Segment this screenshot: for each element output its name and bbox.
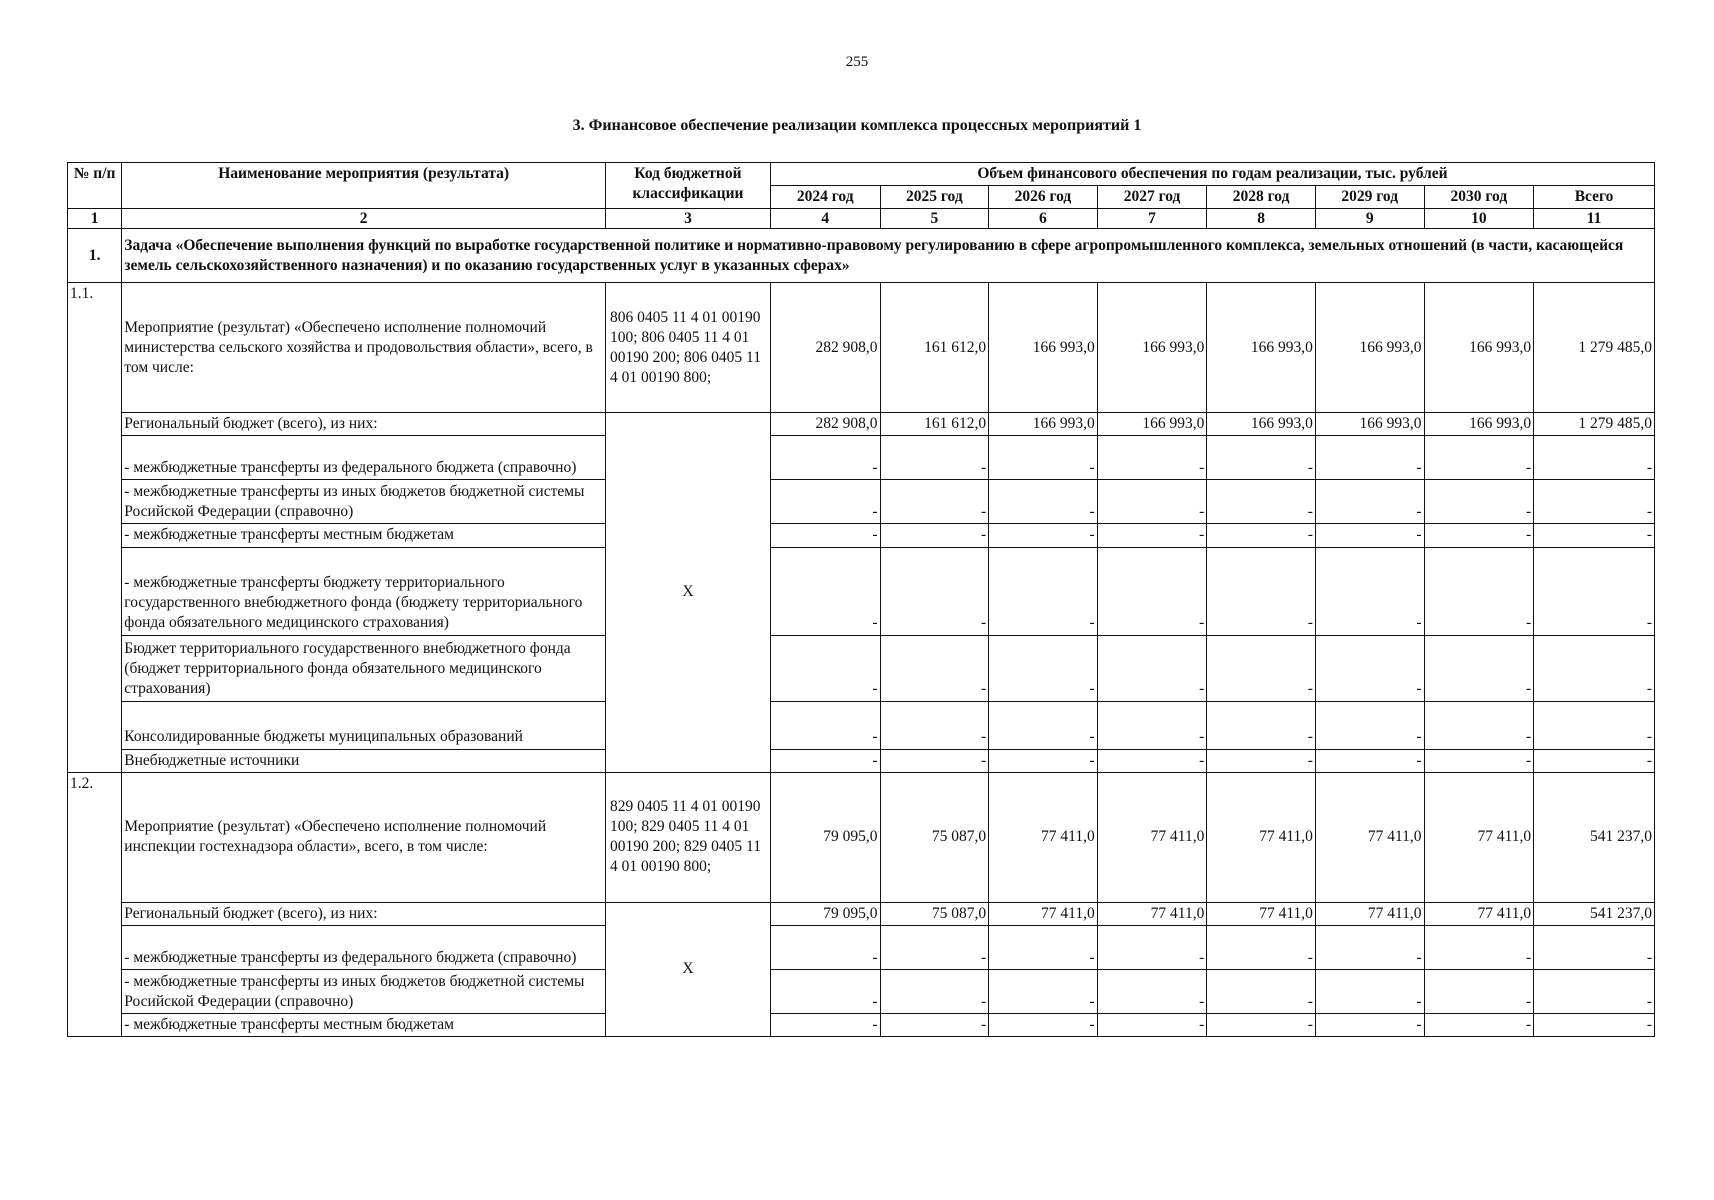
source-value: -: [1207, 436, 1316, 480]
source-row: [68, 635, 1655, 701]
header-year: 2028 год: [1207, 186, 1316, 209]
source-value: -: [1534, 524, 1655, 547]
source-value: -: [1207, 925, 1316, 969]
source-value: 166 993,0: [1097, 413, 1207, 436]
column-number: 8: [1207, 209, 1316, 229]
source-row: [68, 749, 1655, 772]
source-value: -: [1097, 480, 1207, 524]
header-year: 2026 год: [989, 186, 1098, 209]
measure-number: 1.1.: [68, 283, 122, 772]
source-value: -: [1424, 436, 1534, 480]
page-number: 255: [845, 54, 869, 70]
source-value: -: [1315, 969, 1424, 1013]
source-value: 282 908,0: [770, 413, 880, 436]
column-number: 3: [606, 209, 771, 229]
source-row: [68, 925, 1655, 969]
source-value: -: [1424, 480, 1534, 524]
source-value: -: [770, 969, 880, 1013]
source-value: -: [770, 749, 880, 772]
source-value: -: [1207, 524, 1316, 547]
source-value: -: [1424, 969, 1534, 1013]
budget-code: 806 0405 11 4 01 00190 100; 806 0405 11 4 01 00190 200; 806 0405 11 4 01 00190 800;: [606, 283, 771, 413]
measure-value: 282 908,0: [770, 283, 880, 413]
source-value: -: [1534, 480, 1655, 524]
measure-value: 166 993,0: [1424, 283, 1534, 413]
header-total: Всего: [1534, 186, 1655, 209]
measure-value: 166 993,0: [1097, 283, 1207, 413]
code-placeholder: X: [606, 902, 771, 1036]
header-year: 2025 год: [880, 186, 989, 209]
source-value: -: [1097, 524, 1207, 547]
source-value: -: [989, 547, 1098, 635]
source-value: -: [1315, 925, 1424, 969]
source-value: -: [989, 635, 1098, 701]
source-name: - межбюджетные трансферты из федерального бюджета (справочно): [122, 436, 606, 480]
code-placeholder: X: [606, 413, 771, 772]
source-value: -: [1534, 436, 1655, 480]
measure-value: 75 087,0: [880, 772, 989, 902]
source-value: -: [1534, 635, 1655, 701]
source-value: -: [770, 701, 880, 749]
source-value: 1 279 485,0: [1534, 413, 1655, 436]
source-name: Бюджет территориального государственного внебюджетного фонда (бюджет территориального фонда обязательного медицинского страхования): [122, 635, 606, 701]
source-value: -: [989, 969, 1098, 1013]
source-value: 166 993,0: [1424, 413, 1534, 436]
source-value: 161 612,0: [880, 413, 989, 436]
measure-value: 77 411,0: [1315, 772, 1424, 902]
header-name: Наименование мероприятия (результата): [122, 163, 606, 209]
source-value: 79 095,0: [770, 902, 880, 925]
source-value: -: [1207, 1013, 1316, 1036]
source-value: -: [1424, 749, 1534, 772]
source-row: [68, 436, 1655, 480]
source-value: -: [1097, 1013, 1207, 1036]
source-value: -: [770, 925, 880, 969]
source-name: - межбюджетные трансферты бюджету территориального государственного внебюджетного фонда (бюджету территориального фонда обязательного медицинского страхования): [122, 547, 606, 635]
measure-number: 1.2.: [68, 772, 122, 1036]
source-value: -: [1097, 436, 1207, 480]
measure-value: 161 612,0: [880, 283, 989, 413]
measure-value: 166 993,0: [1207, 283, 1316, 413]
measure-value: 77 411,0: [1207, 772, 1316, 902]
source-name: - межбюджетные трансферты местным бюджетам: [122, 1013, 606, 1036]
header-row: [68, 163, 1655, 186]
source-value: 77 411,0: [1315, 902, 1424, 925]
budget-code: 829 0405 11 4 01 00190 100; 829 0405 11 4 01 00190 200; 829 0405 11 4 01 00190 800;: [606, 772, 771, 902]
measure-value: 79 095,0: [770, 772, 880, 902]
measure-value: 1 279 485,0: [1534, 283, 1655, 413]
source-value: -: [880, 749, 989, 772]
source-value: -: [880, 701, 989, 749]
source-value: -: [1534, 701, 1655, 749]
source-name: Внебюджетные источники: [122, 749, 606, 772]
task-row: [68, 229, 1655, 283]
source-value: -: [1315, 436, 1424, 480]
source-value: -: [989, 1013, 1098, 1036]
column-number: 7: [1097, 209, 1207, 229]
source-value: -: [1315, 701, 1424, 749]
source-value: -: [1424, 1013, 1534, 1036]
source-value: -: [989, 925, 1098, 969]
source-value: -: [1097, 925, 1207, 969]
source-name: - межбюджетные трансферты из федерального бюджета (справочно): [122, 925, 606, 969]
source-value: -: [989, 524, 1098, 547]
source-value: -: [1097, 635, 1207, 701]
source-value: -: [1207, 480, 1316, 524]
measure-name: Мероприятие (результат) «Обеспечено исполнение полномочий министерства сельского хозяйства и продовольствия области», всего, в том числе:: [122, 283, 606, 413]
source-value: -: [1315, 480, 1424, 524]
section-title: 3. Финансовое обеспечение реализации комплекса процессных мероприятий 1: [572, 117, 1142, 134]
source-value: -: [770, 1013, 880, 1036]
source-name: Региональный бюджет (всего), из них:: [122, 413, 606, 436]
source-row: [68, 547, 1655, 635]
source-value: -: [1207, 701, 1316, 749]
source-value: -: [989, 701, 1098, 749]
source-value: 77 411,0: [1424, 902, 1534, 925]
source-value: 77 411,0: [1207, 902, 1316, 925]
source-value: -: [880, 635, 989, 701]
header-no: № п/п: [68, 163, 122, 209]
column-number: 5: [880, 209, 989, 229]
column-number: 10: [1424, 209, 1534, 229]
source-value: -: [1315, 524, 1424, 547]
source-row: [68, 902, 1655, 925]
source-value: 77 411,0: [1097, 902, 1207, 925]
source-value: -: [1097, 701, 1207, 749]
measure-name: Мероприятие (результат) «Обеспечено исполнение полномочий инспекции гостехнадзора области», всего, в том числе:: [122, 772, 606, 902]
source-row: [68, 701, 1655, 749]
source-value: -: [1097, 749, 1207, 772]
header-year: 2024 год: [770, 186, 880, 209]
financing-table: [67, 162, 1655, 1037]
source-row: [68, 1013, 1655, 1036]
measure-row: [68, 772, 1655, 902]
source-value: -: [880, 925, 989, 969]
source-value: -: [1315, 635, 1424, 701]
source-row: [68, 969, 1655, 1013]
source-value: -: [1534, 749, 1655, 772]
measure-value: 166 993,0: [989, 283, 1098, 413]
source-name: - межбюджетные трансферты из иных бюджетов бюджетной системы Росийской Федерации (справочно): [122, 480, 606, 524]
source-value: 75 087,0: [880, 902, 989, 925]
task-number: 1.: [68, 229, 122, 283]
source-value: -: [1097, 547, 1207, 635]
source-name: - межбюджетные трансферты местным бюджетам: [122, 524, 606, 547]
source-value: -: [989, 436, 1098, 480]
source-name: - межбюджетные трансферты из иных бюджетов бюджетной системы Росийской Федерации (справочно): [122, 969, 606, 1013]
source-value: -: [1315, 1013, 1424, 1036]
column-number: 11: [1534, 209, 1655, 229]
source-value: 166 993,0: [1207, 413, 1316, 436]
source-value: -: [1315, 749, 1424, 772]
column-number: 9: [1315, 209, 1424, 229]
source-value: 541 237,0: [1534, 902, 1655, 925]
source-value: -: [1097, 969, 1207, 1013]
source-value: -: [1424, 524, 1534, 547]
header-year: 2029 год: [1315, 186, 1424, 209]
source-value: -: [880, 1013, 989, 1036]
header-volume: Объем финансового обеспечения по годам реализации, тыс. рублей: [770, 163, 1654, 186]
source-value: -: [1534, 925, 1655, 969]
source-name: Региональный бюджет (всего), из них:: [122, 902, 606, 925]
column-number: 6: [989, 209, 1098, 229]
measure-row: [68, 283, 1655, 413]
source-value: -: [1424, 925, 1534, 969]
source-value: -: [880, 480, 989, 524]
task-text: Задача «Обеспечение выполнения функций по выработке государственной политике и нормативно-правовому регулированию в сфере агропромышленного комплекса, земельных отношений (в части, касающейся земель сельскохозяйственного назначения) и по оказанию государственных услуг в указанных сферах»: [122, 229, 1655, 283]
source-row: [68, 524, 1655, 547]
source-value: -: [1424, 701, 1534, 749]
source-value: -: [1207, 547, 1316, 635]
source-value: 166 993,0: [989, 413, 1098, 436]
measure-value: 77 411,0: [1424, 772, 1534, 902]
header-code: Код бюджетной классификации: [606, 163, 771, 209]
column-number: 2: [122, 209, 606, 229]
source-row: [68, 413, 1655, 436]
measure-value: 166 993,0: [1315, 283, 1424, 413]
measure-value: 541 237,0: [1534, 772, 1655, 902]
source-value: -: [770, 547, 880, 635]
source-value: -: [770, 524, 880, 547]
column-number: 1: [68, 209, 122, 229]
source-value: 77 411,0: [989, 902, 1098, 925]
source-name: Консолидированные бюджеты муниципальных образований: [122, 701, 606, 749]
source-value: -: [1315, 547, 1424, 635]
column-number: 4: [770, 209, 880, 229]
source-value: -: [1207, 749, 1316, 772]
source-value: -: [989, 749, 1098, 772]
measure-value: 77 411,0: [1097, 772, 1207, 902]
source-value: -: [1534, 547, 1655, 635]
header-year: 2030 год: [1424, 186, 1534, 209]
source-value: -: [989, 480, 1098, 524]
source-value: -: [770, 480, 880, 524]
source-value: -: [880, 524, 989, 547]
source-value: 166 993,0: [1315, 413, 1424, 436]
source-value: -: [880, 436, 989, 480]
column-numbers-row: [68, 209, 1655, 229]
source-value: -: [1207, 635, 1316, 701]
source-value: -: [1424, 547, 1534, 635]
source-value: -: [1534, 1013, 1655, 1036]
source-value: -: [880, 547, 989, 635]
source-value: -: [1424, 635, 1534, 701]
source-value: -: [1207, 969, 1316, 1013]
measure-value: 77 411,0: [989, 772, 1098, 902]
source-value: -: [1534, 969, 1655, 1013]
source-row: [68, 480, 1655, 524]
source-value: -: [770, 635, 880, 701]
source-value: -: [880, 969, 989, 1013]
source-value: -: [770, 436, 880, 480]
header-year: 2027 год: [1097, 186, 1207, 209]
